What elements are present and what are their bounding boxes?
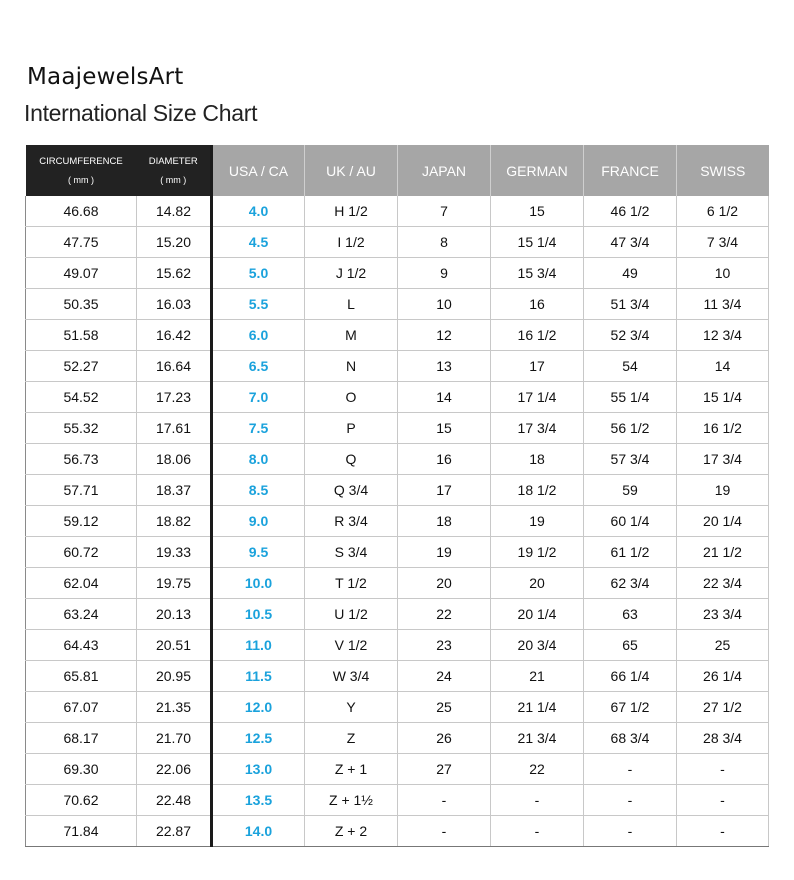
cell-uk-au: Z + 1½ <box>305 785 398 816</box>
table-row <box>26 661 769 692</box>
cell-swiss: 16 1/2 <box>677 413 769 444</box>
table-row <box>26 475 769 506</box>
cell-german: 22 <box>491 754 584 785</box>
table-row <box>26 289 769 320</box>
cell-diameter: 21.70 <box>137 723 212 754</box>
cell-uk-au: Y <box>305 692 398 723</box>
header-france: FRANCE <box>584 145 677 196</box>
cell-diameter: 22.48 <box>137 785 212 816</box>
cell-swiss: - <box>677 785 769 816</box>
cell-circumference: 67.07 <box>26 692 137 723</box>
cell-german: 16 1/2 <box>491 320 584 351</box>
cell-diameter: 18.37 <box>137 475 212 506</box>
cell-diameter: 16.03 <box>137 289 212 320</box>
cell-france: 60 1/4 <box>584 506 677 537</box>
table-row <box>26 630 769 661</box>
cell-uk-au: W 3/4 <box>305 661 398 692</box>
table-row <box>26 692 769 723</box>
cell-swiss: 12 3/4 <box>677 320 769 351</box>
cell-circumference: 71.84 <box>26 816 137 847</box>
cell-france: 54 <box>584 351 677 382</box>
table-body <box>26 196 769 847</box>
cell-uk-au: Z + 1 <box>305 754 398 785</box>
cell-uk-au: Z <box>305 723 398 754</box>
cell-france: 63 <box>584 599 677 630</box>
cell-france: 47 3/4 <box>584 227 677 258</box>
cell-japan: - <box>398 785 491 816</box>
cell-usa-ca: 4.5 <box>212 227 305 258</box>
cell-german: 20 3/4 <box>491 630 584 661</box>
cell-usa-ca: 5.5 <box>212 289 305 320</box>
cell-uk-au: M <box>305 320 398 351</box>
cell-swiss: - <box>677 754 769 785</box>
table-row <box>26 568 769 599</box>
cell-german: 18 1/2 <box>491 475 584 506</box>
header-diameter <box>137 145 212 196</box>
cell-circumference: 65.81 <box>26 661 137 692</box>
cell-france: 46 1/2 <box>584 196 677 227</box>
cell-usa-ca: 8.0 <box>212 444 305 475</box>
cell-uk-au: Z + 2 <box>305 816 398 847</box>
cell-usa-ca: 8.5 <box>212 475 305 506</box>
cell-swiss: 10 <box>677 258 769 289</box>
header-label: DIAMETER <box>148 155 198 167</box>
cell-german: 21 1/4 <box>491 692 584 723</box>
header-unit: ( mm ) <box>68 174 94 185</box>
cell-japan: 8 <box>398 227 491 258</box>
cell-swiss: 7 3/4 <box>677 227 769 258</box>
table-row <box>26 351 769 382</box>
cell-usa-ca: 11.5 <box>212 661 305 692</box>
cell-france: 62 3/4 <box>584 568 677 599</box>
cell-japan: 19 <box>398 537 491 568</box>
cell-japan: 16 <box>398 444 491 475</box>
cell-diameter: 20.51 <box>137 630 212 661</box>
header-unit: ( mm ) <box>160 174 187 185</box>
cell-swiss: 26 1/4 <box>677 661 769 692</box>
cell-german: 21 3/4 <box>491 723 584 754</box>
header-swiss: SWISS <box>677 145 769 196</box>
cell-france: - <box>584 816 677 847</box>
table-row <box>26 258 769 289</box>
cell-japan: 22 <box>398 599 491 630</box>
cell-german: 18 <box>491 444 584 475</box>
cell-uk-au: O <box>305 382 398 413</box>
cell-usa-ca: 10.5 <box>212 599 305 630</box>
cell-circumference: 46.68 <box>26 196 137 227</box>
cell-swiss: 20 1/4 <box>677 506 769 537</box>
cell-france: 68 3/4 <box>584 723 677 754</box>
cell-japan: 25 <box>398 692 491 723</box>
table-row <box>26 444 769 475</box>
cell-german: 15 1/4 <box>491 227 584 258</box>
cell-diameter: 18.06 <box>137 444 212 475</box>
table-row <box>26 537 769 568</box>
cell-circumference: 59.12 <box>26 506 137 537</box>
cell-japan: - <box>398 816 491 847</box>
cell-france: 61 1/2 <box>584 537 677 568</box>
cell-circumference: 64.43 <box>26 630 137 661</box>
cell-japan: 12 <box>398 320 491 351</box>
table-row <box>26 816 769 847</box>
table-row <box>26 754 769 785</box>
table-row <box>26 413 769 444</box>
cell-france: - <box>584 785 677 816</box>
cell-japan: 23 <box>398 630 491 661</box>
cell-uk-au: T 1/2 <box>305 568 398 599</box>
cell-circumference: 50.35 <box>26 289 137 320</box>
cell-usa-ca: 5.0 <box>212 258 305 289</box>
cell-german: 20 <box>491 568 584 599</box>
cell-diameter: 17.61 <box>137 413 212 444</box>
page-title: International Size Chart <box>24 100 258 126</box>
cell-swiss: 17 3/4 <box>677 444 769 475</box>
cell-diameter: 16.64 <box>137 351 212 382</box>
brand-name: MaajewelsArt <box>27 64 184 90</box>
cell-german: 20 1/4 <box>491 599 584 630</box>
cell-japan: 27 <box>398 754 491 785</box>
cell-japan: 14 <box>398 382 491 413</box>
cell-circumference: 51.58 <box>26 320 137 351</box>
header-usa-ca: USA / CA <box>212 145 305 196</box>
cell-diameter: 17.23 <box>137 382 212 413</box>
cell-german: 17 1/4 <box>491 382 584 413</box>
cell-german: - <box>491 785 584 816</box>
cell-japan: 13 <box>398 351 491 382</box>
cell-diameter: 15.20 <box>137 227 212 258</box>
cell-german: 19 1/2 <box>491 537 584 568</box>
cell-swiss: 6 1/2 <box>677 196 769 227</box>
cell-japan: 15 <box>398 413 491 444</box>
cell-diameter: 22.06 <box>137 754 212 785</box>
cell-usa-ca: 6.5 <box>212 351 305 382</box>
cell-france: 51 3/4 <box>584 289 677 320</box>
cell-france: 67 1/2 <box>584 692 677 723</box>
table-row <box>26 227 769 258</box>
cell-swiss: 21 1/2 <box>677 537 769 568</box>
cell-diameter: 15.62 <box>137 258 212 289</box>
cell-circumference: 56.73 <box>26 444 137 475</box>
cell-japan: 9 <box>398 258 491 289</box>
cell-japan: 18 <box>398 506 491 537</box>
cell-diameter: 18.82 <box>137 506 212 537</box>
cell-circumference: 68.17 <box>26 723 137 754</box>
header-circumference <box>26 145 137 196</box>
cell-swiss: 22 3/4 <box>677 568 769 599</box>
cell-uk-au: L <box>305 289 398 320</box>
cell-france: 59 <box>584 475 677 506</box>
cell-circumference: 62.04 <box>26 568 137 599</box>
cell-usa-ca: 9.5 <box>212 537 305 568</box>
cell-uk-au: I 1/2 <box>305 227 398 258</box>
cell-usa-ca: 11.0 <box>212 630 305 661</box>
cell-france: 57 3/4 <box>584 444 677 475</box>
cell-usa-ca: 4.0 <box>212 196 305 227</box>
cell-german: 15 3/4 <box>491 258 584 289</box>
cell-diameter: 20.13 <box>137 599 212 630</box>
cell-german: 17 <box>491 351 584 382</box>
cell-usa-ca: 13.0 <box>212 754 305 785</box>
cell-usa-ca: 12.0 <box>212 692 305 723</box>
cell-usa-ca: 10.0 <box>212 568 305 599</box>
cell-france: 52 3/4 <box>584 320 677 351</box>
cell-diameter: 20.95 <box>137 661 212 692</box>
cell-swiss: 11 3/4 <box>677 289 769 320</box>
cell-uk-au: U 1/2 <box>305 599 398 630</box>
cell-circumference: 57.71 <box>26 475 137 506</box>
cell-uk-au: J 1/2 <box>305 258 398 289</box>
header-japan: JAPAN <box>398 145 491 196</box>
cell-usa-ca: 6.0 <box>212 320 305 351</box>
cell-usa-ca: 14.0 <box>212 816 305 847</box>
header-label: CIRCUMFERENCE <box>39 155 123 167</box>
cell-german: 21 <box>491 661 584 692</box>
cell-circumference: 70.62 <box>26 785 137 816</box>
cell-uk-au: H 1/2 <box>305 196 398 227</box>
table-row <box>26 382 769 413</box>
cell-swiss: 23 3/4 <box>677 599 769 630</box>
cell-uk-au: N <box>305 351 398 382</box>
size-chart-table <box>25 145 769 847</box>
cell-japan: 10 <box>398 289 491 320</box>
cell-uk-au: R 3/4 <box>305 506 398 537</box>
table-row <box>26 506 769 537</box>
cell-japan: 17 <box>398 475 491 506</box>
cell-diameter: 16.42 <box>137 320 212 351</box>
cell-diameter: 19.33 <box>137 537 212 568</box>
table-row <box>26 196 769 227</box>
cell-france: 55 1/4 <box>584 382 677 413</box>
cell-swiss: - <box>677 816 769 847</box>
cell-uk-au: P <box>305 413 398 444</box>
cell-diameter: 14.82 <box>137 196 212 227</box>
cell-usa-ca: 12.5 <box>212 723 305 754</box>
cell-circumference: 47.75 <box>26 227 137 258</box>
cell-diameter: 19.75 <box>137 568 212 599</box>
cell-usa-ca: 13.5 <box>212 785 305 816</box>
cell-japan: 7 <box>398 196 491 227</box>
cell-swiss: 14 <box>677 351 769 382</box>
table-header-row <box>26 145 769 196</box>
cell-german: 15 <box>491 196 584 227</box>
cell-swiss: 28 3/4 <box>677 723 769 754</box>
table-row <box>26 723 769 754</box>
cell-diameter: 21.35 <box>137 692 212 723</box>
cell-german: 19 <box>491 506 584 537</box>
cell-uk-au: S 3/4 <box>305 537 398 568</box>
cell-japan: 26 <box>398 723 491 754</box>
cell-german: 17 3/4 <box>491 413 584 444</box>
cell-uk-au: Q 3/4 <box>305 475 398 506</box>
cell-france: 66 1/4 <box>584 661 677 692</box>
cell-german: - <box>491 816 584 847</box>
cell-circumference: 69.30 <box>26 754 137 785</box>
cell-usa-ca: 7.0 <box>212 382 305 413</box>
cell-france: 49 <box>584 258 677 289</box>
cell-usa-ca: 7.5 <box>212 413 305 444</box>
table-row <box>26 599 769 630</box>
cell-france: - <box>584 754 677 785</box>
cell-swiss: 15 1/4 <box>677 382 769 413</box>
cell-usa-ca: 9.0 <box>212 506 305 537</box>
cell-circumference: 52.27 <box>26 351 137 382</box>
cell-uk-au: Q <box>305 444 398 475</box>
cell-swiss: 19 <box>677 475 769 506</box>
cell-circumference: 63.24 <box>26 599 137 630</box>
cell-circumference: 55.32 <box>26 413 137 444</box>
table-row <box>26 320 769 351</box>
cell-swiss: 25 <box>677 630 769 661</box>
header-german: GERMAN <box>491 145 584 196</box>
cell-uk-au: V 1/2 <box>305 630 398 661</box>
table-row <box>26 785 769 816</box>
cell-diameter: 22.87 <box>137 816 212 847</box>
cell-france: 56 1/2 <box>584 413 677 444</box>
cell-japan: 20 <box>398 568 491 599</box>
header-uk-au: UK / AU <box>305 145 398 196</box>
cell-japan: 24 <box>398 661 491 692</box>
cell-circumference: 60.72 <box>26 537 137 568</box>
cell-circumference: 49.07 <box>26 258 137 289</box>
cell-circumference: 54.52 <box>26 382 137 413</box>
cell-swiss: 27 1/2 <box>677 692 769 723</box>
cell-france: 65 <box>584 630 677 661</box>
cell-german: 16 <box>491 289 584 320</box>
